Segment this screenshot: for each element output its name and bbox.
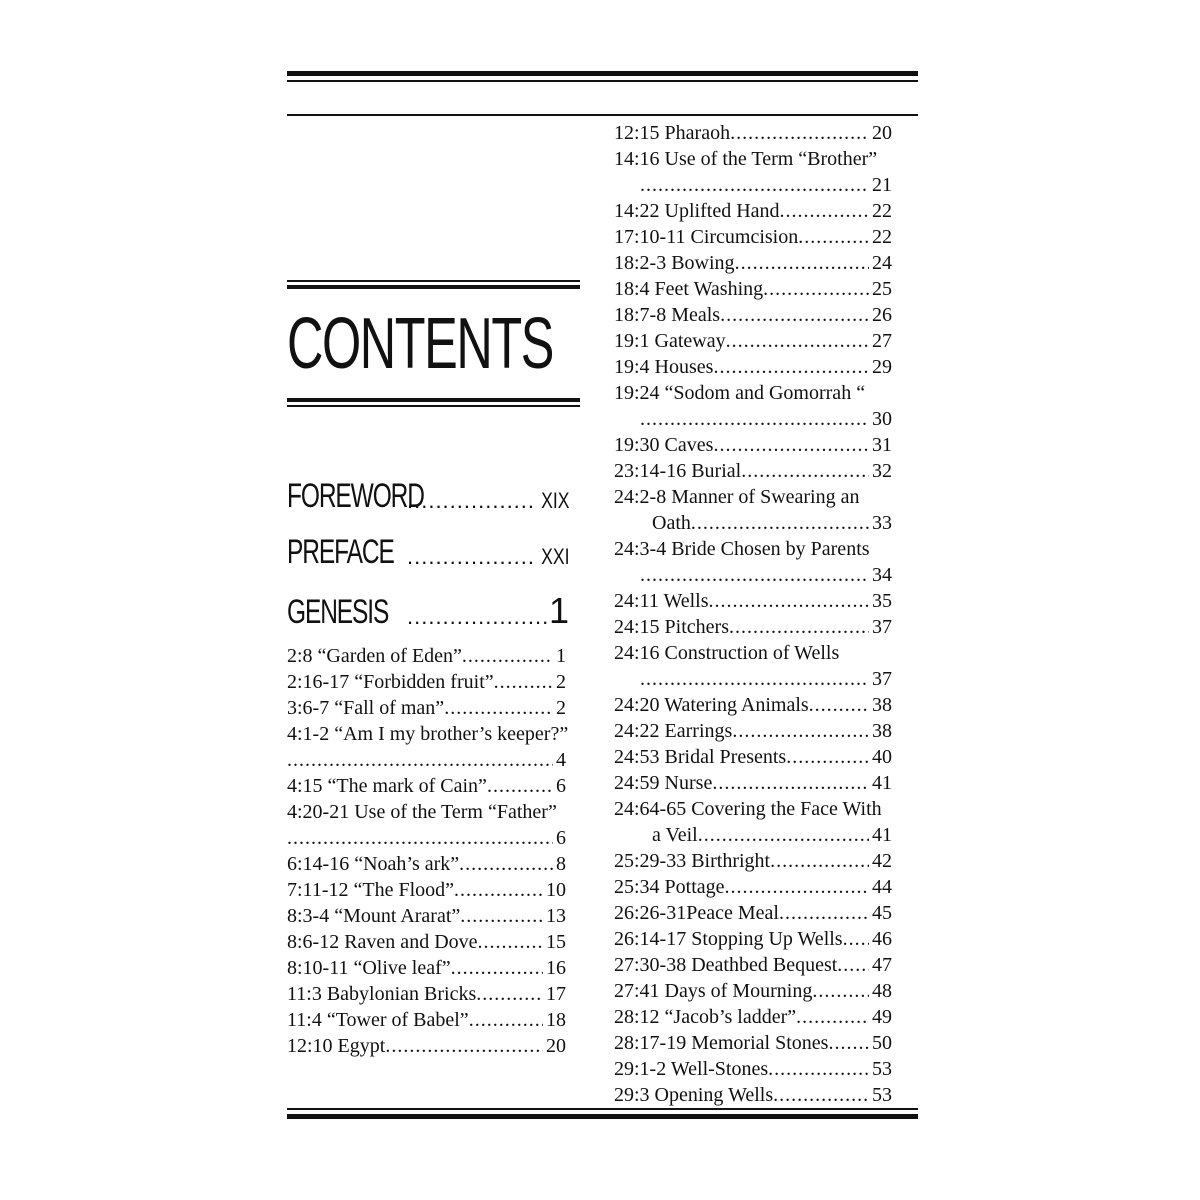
toc-major-label: FOREWORD	[287, 477, 424, 515]
toc-entry-continuation	[652, 510, 892, 536]
dot-leader	[713, 432, 869, 458]
toc-entry-leader-line	[640, 406, 892, 432]
toc-entry-page: 13	[546, 905, 566, 927]
dot-leader	[732, 718, 869, 744]
top-double-rule-upper	[287, 71, 918, 76]
toc-entry-page: 21	[872, 174, 892, 196]
toc-entry-leader-line	[287, 825, 566, 851]
toc-entry-page: 42	[872, 850, 892, 872]
toc-entry-page: 41	[872, 824, 892, 846]
toc-entry-page: 38	[872, 694, 892, 716]
toc-entry-page: 46	[872, 928, 892, 950]
title-rule-upper-thin	[287, 280, 580, 282]
toc-entry	[614, 692, 892, 718]
dot-leader	[763, 276, 869, 302]
toc-entry-title: 18:7-8 Meals	[614, 304, 721, 326]
toc-entry-title: 18:4 Feet Washing	[614, 278, 764, 300]
toc-entry-title: 11:4 “Tower of Babel”	[287, 1009, 469, 1031]
dot-leader	[460, 903, 543, 929]
toc-entry-title: 4:1-2 “Am I my brother’s keeper?”	[287, 723, 569, 745]
toc-entry-title-line	[287, 799, 586, 825]
toc-entry-page: 22	[872, 200, 892, 222]
toc-entry-title: 11:3 Babylonian Bricks	[287, 983, 477, 1005]
dot-leader	[786, 744, 869, 770]
toc-entry-page: 44	[872, 876, 892, 898]
toc-entry	[614, 250, 892, 276]
toc-entry-page: 37	[872, 616, 892, 638]
toc-entry-title: 24:53 Bridal Presents	[614, 746, 787, 768]
toc-entry-title: 27:41 Days of Mourning	[614, 980, 813, 1002]
dot-leader	[730, 120, 869, 146]
toc-entry-leader-line	[640, 666, 892, 692]
toc-entry	[614, 588, 892, 614]
toc-entry	[614, 1082, 892, 1108]
dot-leader	[712, 770, 869, 796]
toc-entry-page: 20	[546, 1035, 566, 1057]
toc-entry-title: 12:15 Pharaoh	[614, 122, 731, 144]
toc-entry-title: 24:20 Watering Animals	[614, 694, 809, 716]
toc-entry-title: 14:22 Uplifted Hand	[614, 200, 780, 222]
toc-entry-page: 6	[556, 827, 566, 849]
toc-major-entry	[287, 582, 569, 632]
dot-leader	[385, 1033, 543, 1059]
toc-entry	[614, 900, 892, 926]
dot-leader	[487, 773, 553, 799]
bottom-double-rule-lower	[287, 1114, 918, 1119]
toc-entry-page: 41	[872, 772, 892, 794]
toc-entry-title: 19:4 Houses	[614, 356, 714, 378]
toc-entry-page: 15	[546, 931, 566, 953]
toc-entry-title: 19:30 Caves	[614, 434, 714, 456]
toc-entry-page: 48	[872, 980, 892, 1002]
toc-entry-page: 20	[872, 122, 892, 144]
dot-leader	[469, 1007, 543, 1033]
toc-entry-title: 18:2-3 Bowing	[614, 252, 735, 274]
dot-leader	[843, 926, 869, 952]
dot-leader	[720, 302, 869, 328]
dot-leader	[454, 877, 543, 903]
toc-entry-title: 7:11-12 “The Flood”	[287, 879, 455, 901]
toc-entry-title: 2:8 “Garden of Eden”	[287, 645, 462, 667]
toc-entry	[287, 877, 566, 903]
toc-entry	[287, 1007, 566, 1033]
dot-leader	[478, 929, 543, 955]
dot-leader	[812, 978, 869, 1004]
toc-entry	[287, 981, 566, 1007]
toc-entry-title: 28:12 “Jacob’s ladder”	[614, 1006, 797, 1028]
toc-entry-title: 17:10-11 Circumcision	[614, 226, 799, 248]
dot-leader	[735, 250, 869, 276]
toc-entry-title: 29:1-2 Well-Stones	[614, 1058, 769, 1080]
toc-entry	[287, 669, 566, 695]
dot-leader	[809, 692, 869, 718]
dot-leader	[773, 1082, 869, 1108]
toc-entry	[287, 643, 566, 669]
toc-entry-leader-line	[640, 562, 892, 588]
toc-entry	[614, 848, 892, 874]
toc-entry-title: 24:64-65 Covering the Face With	[614, 798, 882, 820]
toc-entry	[614, 1004, 892, 1030]
dot-leader	[780, 198, 869, 224]
dot-leader	[768, 1056, 869, 1082]
header-rule	[287, 114, 918, 116]
toc-entry-page: 49	[872, 1006, 892, 1028]
toc-entry-continuation	[652, 822, 892, 848]
toc-entry-page: 2	[556, 697, 566, 719]
toc-entry-page: 35	[872, 590, 892, 612]
bottom-double-rule-upper	[287, 1108, 918, 1110]
toc-entry-title-line	[614, 484, 912, 510]
toc-entry-title: 25:34 Pottage	[614, 876, 725, 898]
toc-entry-page: 32	[872, 460, 892, 482]
dot-leader	[462, 643, 553, 669]
toc-entry	[287, 929, 566, 955]
dot-leader	[494, 669, 553, 695]
toc-entry-title: 25:29-33 Birthright	[614, 850, 771, 872]
dot-leader	[796, 1004, 869, 1030]
toc-entry-title: 12:10 Egypt	[287, 1035, 386, 1057]
toc-entry	[287, 851, 566, 877]
dot-leader	[476, 981, 543, 1007]
toc-major-page: XXI	[540, 544, 569, 569]
toc-entry-title: 24:11 Wells	[614, 590, 709, 612]
toc-entry-title: 8:6-12 Raven and Dove	[287, 931, 478, 953]
toc-entry-page: 53	[872, 1084, 892, 1106]
dot-leader	[726, 328, 869, 354]
dot-leader	[640, 172, 869, 198]
toc-entry-title: 8:10-11 “Olive leaf”	[287, 957, 451, 979]
toc-entry-page: 10	[546, 879, 566, 901]
toc-entry-title: 8:3-4 “Mount Ararat”	[287, 905, 461, 927]
toc-entry	[287, 773, 566, 799]
toc-entry-page: 38	[872, 720, 892, 742]
toc-entry-title: 4:15 “The mark of Cain”	[287, 775, 487, 797]
dot-leader	[691, 510, 869, 536]
toc-entry-page: 22	[872, 226, 892, 248]
dot-leader	[451, 955, 543, 981]
toc-major-page: 1	[548, 590, 569, 631]
toc-entry-page: 33	[872, 512, 892, 534]
toc-entry	[614, 744, 892, 770]
dot-leader	[837, 952, 869, 978]
toc-entry-page: 4	[556, 749, 566, 771]
toc-entry-leader-line	[287, 747, 566, 773]
toc-entry-title: 23:14-16 Burial	[614, 460, 742, 482]
toc-entry-title: 29:3 Opening Wells	[614, 1084, 774, 1106]
toc-entry-page: 6	[556, 775, 566, 797]
toc-entry-title: 19:1 Gateway	[614, 330, 726, 352]
toc-entry-page: 53	[872, 1058, 892, 1080]
dot-leader	[444, 695, 553, 721]
toc-entry-title: 19:24 “Sodom and Gomorrah “	[614, 382, 866, 404]
toc-major-entry	[287, 466, 569, 516]
toc-entry	[614, 224, 892, 250]
toc-entry-title-continued: a Veil	[652, 824, 698, 846]
toc-entry-title: 26:14-17 Stopping Up Wells	[614, 928, 843, 950]
toc-major-label: GENESIS	[287, 593, 389, 631]
toc-entry-page: 29	[872, 356, 892, 378]
title-rule-upper-thick	[287, 285, 580, 289]
toc-entry-title: 24:3-4 Bride Chosen by Parents	[614, 538, 870, 560]
toc-entry	[287, 903, 566, 929]
dot-leader	[779, 900, 869, 926]
dot-leader	[741, 458, 869, 484]
dot-leader	[698, 822, 869, 848]
toc-entry-title-line	[614, 640, 912, 666]
toc-major-label: PREFACE	[287, 533, 394, 571]
toc-entry	[614, 198, 892, 224]
toc-entry	[614, 432, 892, 458]
toc-entry-title-line	[614, 146, 912, 172]
toc-entry-title: 24:59 Nurse	[614, 772, 713, 794]
toc-entry-title: 24:22 Earrings	[614, 720, 733, 742]
toc-entry-page: 18	[546, 1009, 566, 1031]
toc-entry	[614, 770, 892, 796]
toc-entry-page: 31	[872, 434, 892, 456]
toc-entry	[614, 328, 892, 354]
toc-entry	[614, 926, 892, 952]
dot-leader	[770, 848, 869, 874]
toc-entry-title-line	[614, 536, 912, 562]
toc-entry	[614, 978, 892, 1004]
dot-leader	[640, 666, 869, 692]
toc-entry-title: 2:16-17 “Forbidden fruit”	[287, 671, 494, 693]
toc-entry-title: 26:26-31Peace Meal	[614, 902, 779, 924]
toc-entry	[614, 614, 892, 640]
toc-entry	[614, 952, 892, 978]
toc-entry-page: 1	[556, 645, 566, 667]
dot-leader	[459, 851, 553, 877]
toc-entry-page: 8	[556, 853, 566, 875]
toc-entry-title: 3:6-7 “Fall of man”	[287, 697, 445, 719]
toc-entry-title: 14:16 Use of the Term “Brother”	[614, 148, 878, 170]
dot-leader	[287, 747, 553, 773]
toc-entry-title-line	[614, 796, 912, 822]
dot-leader	[709, 588, 869, 614]
toc-entry	[614, 354, 892, 380]
toc-entry-page: 2	[556, 671, 566, 693]
dot-leader	[729, 614, 869, 640]
toc-entry-page: 24	[872, 252, 892, 274]
toc-entry-page: 26	[872, 304, 892, 326]
toc-entry-page: 37	[872, 668, 892, 690]
toc-entry	[287, 955, 566, 981]
toc-entry-page: 40	[872, 746, 892, 768]
toc-major-page: XIX	[540, 488, 569, 513]
toc-entry-title: 27:30-38 Deathbed Bequest	[614, 954, 838, 976]
toc-entry-title-line	[287, 721, 586, 747]
toc-entry-page: 45	[872, 902, 892, 924]
dot-leader	[725, 874, 869, 900]
toc-entry-title: 24:15 Pitchers	[614, 616, 729, 638]
toc-entry	[287, 695, 566, 721]
toc-entry	[614, 718, 892, 744]
toc-entry	[614, 302, 892, 328]
page-title: CONTENTS	[287, 304, 553, 384]
toc-entry-page: 17	[546, 983, 566, 1005]
toc-entry-title: 24:2-8 Manner of Swearing an	[614, 486, 860, 508]
toc-entry-title-continued: Oath	[652, 512, 691, 534]
toc-entry-title: 6:14-16 “Noah’s ark”	[287, 853, 460, 875]
dot-leader	[407, 546, 532, 572]
toc-entry-page: 27	[872, 330, 892, 352]
toc-major-entry	[287, 522, 569, 572]
toc-entry-page: 34	[872, 564, 892, 586]
toc-entry-page: 25	[872, 278, 892, 300]
dot-leader	[798, 224, 869, 250]
toc-entry-title: 4:20-21 Use of the Term “Father”	[287, 801, 557, 823]
toc-entry	[614, 1030, 892, 1056]
toc-entry-page: 30	[872, 408, 892, 430]
toc-entry	[614, 276, 892, 302]
toc-entry	[614, 874, 892, 900]
dot-leader	[640, 406, 869, 432]
toc-entry-page: 50	[872, 1032, 892, 1054]
dot-leader	[407, 606, 547, 632]
toc-entry-title-line	[614, 380, 912, 406]
toc-entry	[614, 120, 892, 146]
toc-entry-title: 28:17-19 Memorial Stones	[614, 1032, 829, 1054]
dot-leader	[640, 562, 869, 588]
dot-leader	[713, 354, 869, 380]
toc-entry-title: 24:16 Construction of Wells	[614, 642, 840, 664]
dot-leader	[407, 490, 532, 516]
toc-entry	[287, 1033, 566, 1059]
toc-entry	[614, 458, 892, 484]
dot-leader	[828, 1030, 869, 1056]
title-rule-lower-thick	[287, 398, 580, 402]
toc-entry-page: 47	[872, 954, 892, 976]
top-double-rule-lower	[287, 80, 918, 82]
toc-entry-page: 16	[546, 957, 566, 979]
dot-leader	[287, 825, 553, 851]
toc-entry	[614, 1056, 892, 1082]
toc-entry-leader-line	[640, 172, 892, 198]
title-rule-lower-thin	[287, 405, 580, 407]
